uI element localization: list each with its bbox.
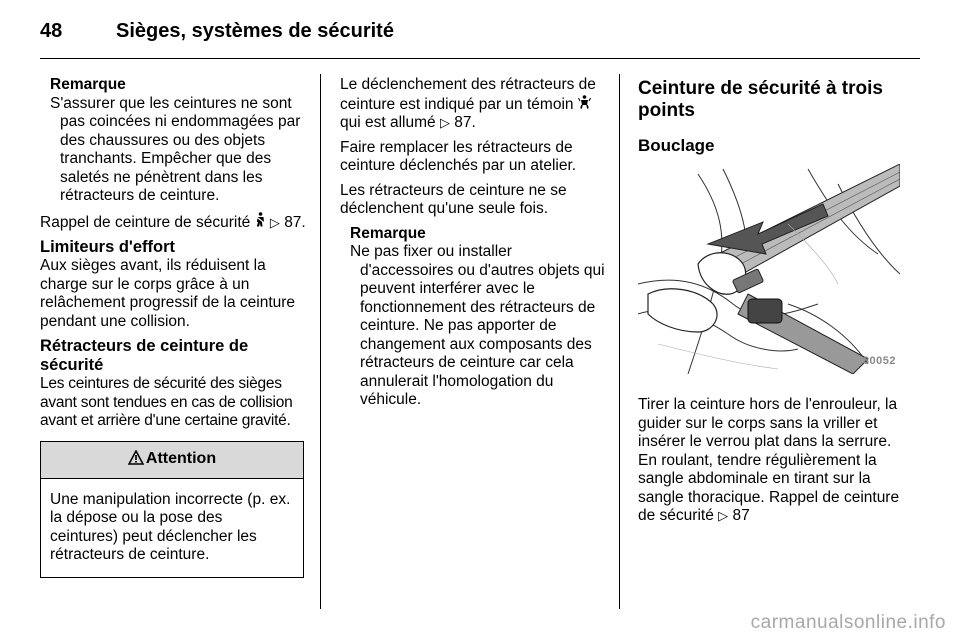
pretensioner-text-end: qui est allumé (340, 114, 436, 131)
page-title: Sièges, systèmes de sécurité (116, 20, 394, 42)
once-paragraph: Les rétracteurs de ceinture ne se déclenchent qu'une seule fois. (340, 181, 567, 217)
warning-label: Attention (145, 450, 217, 468)
note-box-1 (40, 76, 306, 206)
pretensioner-paragraph (340, 76, 606, 133)
note-text: Ne pas fixer ou installer d'accessoires ou d'autres objets qui peuvent interférer avec le fonctionnement des rétracteurs de ceinture. Ne pas apporter de changement aux composants des rétracteurs de ceinture car cela annulerait l'homologation du véhicule. (350, 243, 605, 408)
pretensioner-indicator-icon (578, 95, 591, 111)
buckling-paragraph (638, 396, 904, 526)
page-number: 48 (40, 20, 63, 42)
column-divider-2 (619, 74, 620, 609)
page-header (40, 20, 920, 50)
column-1 (40, 76, 306, 578)
warning-box (40, 441, 304, 578)
limiters-heading: Limiteurs d'effort (40, 238, 176, 256)
pretensioner-ref: 87. (454, 114, 476, 131)
watermark: carmanualsonline.info (750, 612, 946, 633)
seatbelt-person-icon (255, 212, 266, 229)
warning-text: Une manipulation incorrecte (p. ex. la dépose ou la pose des ceintures) peut déclencher les rétracteurs de ceinture. (50, 490, 291, 563)
retractors-heading: Rétracteurs de ceinture de sécurité (40, 337, 249, 374)
header-rule (40, 58, 920, 59)
page-reference-icon: ▷ (718, 508, 729, 523)
reminder-ref: 87. (284, 213, 306, 231)
column-divider-1 (320, 74, 321, 609)
replace-paragraph: Faire remplacer les rétracteurs de ceinture déclenchés par un atelier. (340, 138, 577, 174)
buckling-drawing (638, 164, 900, 374)
page-reference-icon: ▷ (439, 115, 450, 130)
section-heading: Ceinture de sécurité à trois points (638, 78, 883, 121)
figure-number: 30052 (862, 354, 896, 367)
column-3 (638, 76, 904, 532)
warning-triangle-icon (128, 450, 144, 470)
pretensioner-text-start: Le déclenchement des rétracteurs de ceinture est indiqué par un témoin (340, 76, 596, 113)
section-subheading: Bouclage (638, 136, 715, 155)
reminder-text: Rappel de ceinture de sécurité (40, 213, 251, 231)
note-box-2 (340, 225, 606, 410)
buckling-illustration (638, 164, 900, 374)
column-2 (340, 76, 606, 416)
page-reference-icon: ▷ (269, 214, 280, 230)
note-text: S'assurer que les ceintures ne sont pas coincées ni endommagées par des chaussures ou des objets tranchants. Empêcher que des saletés ne pénètrent dans les rétracteurs de ceinture. (50, 94, 301, 204)
note-title: Remarque (350, 224, 426, 242)
limiters-text: Aux sièges avant, ils réduisent la charge sur le corps grâce à un relâchement progressif de la ceinture pendant une collision. (40, 257, 296, 330)
note-title: Remarque (50, 76, 126, 93)
retractors-text: Les ceintures de sécurité des sièges avant sont tendues en cas de collision avant et arrière d'une certaine gravité. (40, 375, 293, 429)
buckling-ref: 87 (732, 507, 750, 524)
warning-header (41, 442, 303, 479)
reminder-paragraph (40, 212, 306, 233)
buckling-text: Tirer la ceinture hors de l'enrouleur, la guider sur le corps sans la vriller et insérer le verrou plat dans la serrure. En roulant, tendre régulièrement la sangle abdominale en tirant sur la sangle thoracique. Rappel de ceinture de sécurité (638, 396, 900, 524)
